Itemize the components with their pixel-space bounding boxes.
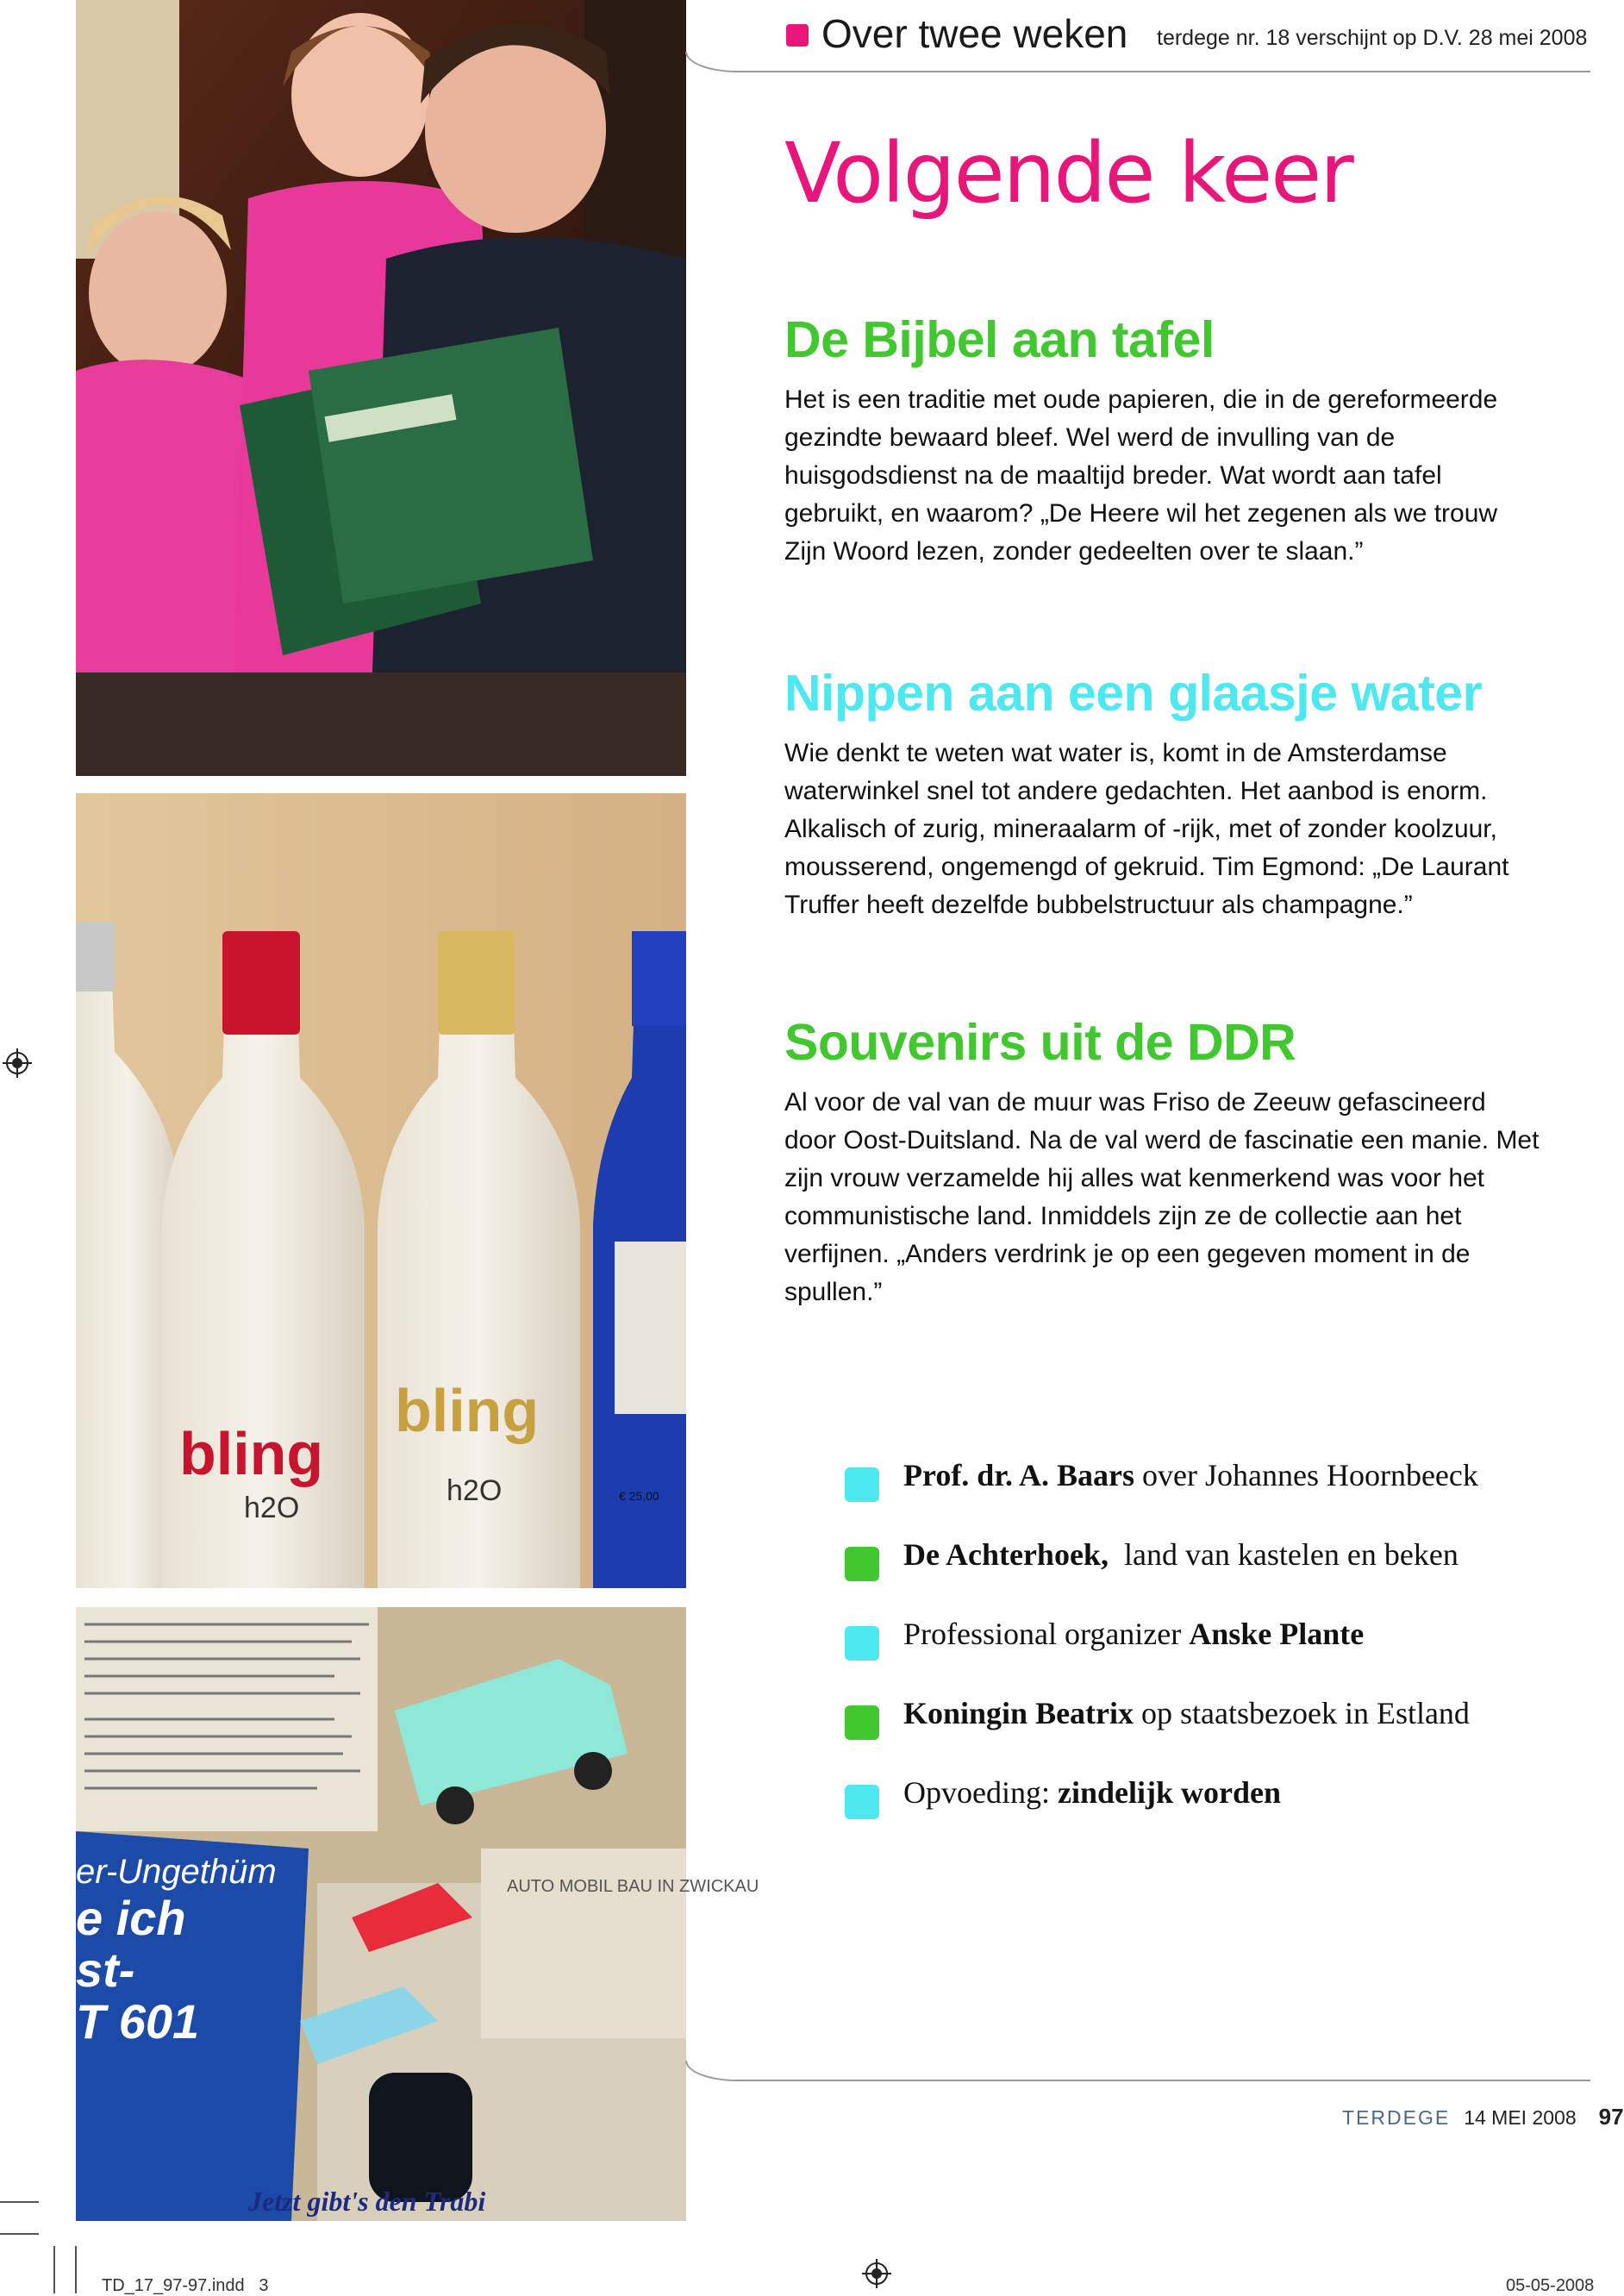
teaser-pre: Opvoeding: bbox=[903, 1775, 1058, 1810]
book-text-1: er-Ungethüm bbox=[76, 1853, 277, 1891]
teaser-pre: Professional organizer bbox=[903, 1617, 1190, 1651]
teaser-bold: Koningin Beatrix bbox=[903, 1696, 1134, 1730]
book-bottom-text: Jetzt gibt's den Trabi bbox=[248, 2186, 486, 2217]
book-text-2: e ich bbox=[76, 1891, 186, 1945]
teaser-bold: De Achterhoek, bbox=[903, 1537, 1109, 1572]
teaser-bullet bbox=[845, 1626, 879, 1661]
bottle-label-gold: bling bbox=[395, 1377, 540, 1444]
photo-water-bottles bbox=[76, 793, 686, 1588]
footer-rule bbox=[771, 2080, 1590, 2081]
article-heading: De Bijbel aan tafel bbox=[784, 311, 1215, 368]
book-text-3: st- bbox=[76, 1943, 135, 1997]
photo-children-reading bbox=[76, 0, 686, 776]
photo-ddr-souvenirs bbox=[76, 1607, 759, 2221]
ddr-sign: AUTO MOBIL BAU IN ZWICKAU bbox=[507, 1877, 759, 1896]
kicker-bullet bbox=[786, 24, 809, 47]
teaser-rest: land van kastelen en beken bbox=[1108, 1537, 1458, 1572]
article-body: Al voor de val van de muur was Friso de Zeeuw gefascineerd door Oost-Duitsland. Na de val werd de fascinatie een manie. Met zijn vrouw verzamelde hij alles wat kenmerkend was voor het communistische land. Inmiddels zijn ze de collectie aan het verfijnen. „Anders verdrink je op een gegeven moment in de spullen.” bbox=[784, 1088, 1540, 1306]
kicker: Over twee weken bbox=[821, 11, 1128, 56]
header-rule-curve bbox=[685, 52, 780, 72]
folio-date: 14 MEI 2008 bbox=[1464, 2106, 1577, 2129]
crop-mark bbox=[75, 2246, 77, 2293]
article-body: Het is een traditie met oude papieren, die in de gereformeerde gezindte bewaard bleef. Wel werd de invulling van de huisgodsdienst na de maaltijd breder. Wat wordt aan tafel gebruikt, en waarom? „De Heere wil het zegenen als we trouw Zijn Woord lezen, zonder gedeelten over te slaan.” bbox=[784, 385, 1498, 566]
page-title: Volgende keer bbox=[784, 125, 1352, 222]
folio-page-number: 97 bbox=[1598, 2104, 1624, 2130]
article-ddr bbox=[784, 1013, 1543, 1311]
teaser-bullet bbox=[845, 1547, 879, 1581]
teaser-bullet bbox=[845, 1705, 879, 1740]
teaser-item bbox=[845, 1536, 1577, 1616]
book-text-4: T 601 bbox=[76, 1994, 200, 2049]
teaser-bold: Anske Plante bbox=[1189, 1617, 1365, 1651]
teaser-list bbox=[845, 1457, 1577, 1854]
crop-mark bbox=[53, 2246, 55, 2293]
crop-mark bbox=[0, 2233, 39, 2235]
teaser-item bbox=[845, 1616, 1577, 1695]
registration-mark-icon bbox=[3, 1048, 32, 1078]
teaser-rest: op staatsbezoek in Estland bbox=[1134, 1696, 1470, 1730]
teaser-bold: Prof. dr. A. Baars bbox=[903, 1458, 1135, 1492]
teaser-item bbox=[845, 1774, 1577, 1854]
teaser-rest: over Johannes Hoornbeeck bbox=[1134, 1458, 1478, 1492]
header-rule bbox=[771, 71, 1590, 72]
footer-rule-curve bbox=[685, 2061, 780, 2081]
bottle-price: € 25,00 bbox=[619, 1489, 659, 1503]
crop-mark bbox=[0, 2201, 39, 2203]
article-heading: Nippen aan een glaasje water bbox=[784, 665, 1483, 722]
article-water bbox=[784, 664, 1543, 924]
issue-note: terdege nr. 18 verschijnt op D.V. 28 mei 2008 bbox=[1157, 26, 1588, 50]
article-bijbel bbox=[784, 310, 1543, 571]
article-heading: Souvenirs uit de DDR bbox=[784, 1014, 1296, 1071]
teaser-bullet bbox=[845, 1467, 879, 1502]
bottle-label-red: bling bbox=[179, 1420, 324, 1487]
bottle-sub-gold: h2O bbox=[447, 1474, 503, 1507]
bottle-sub-red: h2O bbox=[244, 1492, 300, 1524]
folio bbox=[1342, 2104, 1624, 2130]
slug-date: 05-05-2008 bbox=[1506, 2276, 1595, 2295]
folio-magazine: TERDEGE bbox=[1342, 2106, 1451, 2129]
registration-mark-icon bbox=[862, 2259, 891, 2288]
teaser-bullet bbox=[845, 1785, 879, 1819]
slug-filename: TD_17_97-97.indd 3 bbox=[102, 2276, 269, 2295]
article-body: Wie denkt te weten wat water is, komt in de Amsterdamse waterwinkel snel tot andere gedachten. Het aanbod is enorm. Alkalisch of zurig, mineraalarm of -rijk, met of zonder koolzuur, mousserend, ongemengd of gekruid. Tim Egmond: „De Laurant Truffer heeft dezelfde bubbelstructuur als champagne.” bbox=[784, 739, 1509, 919]
teaser-bold: zindelijk worden bbox=[1057, 1775, 1281, 1810]
teaser-item bbox=[845, 1457, 1577, 1536]
teaser-item bbox=[845, 1695, 1577, 1774]
